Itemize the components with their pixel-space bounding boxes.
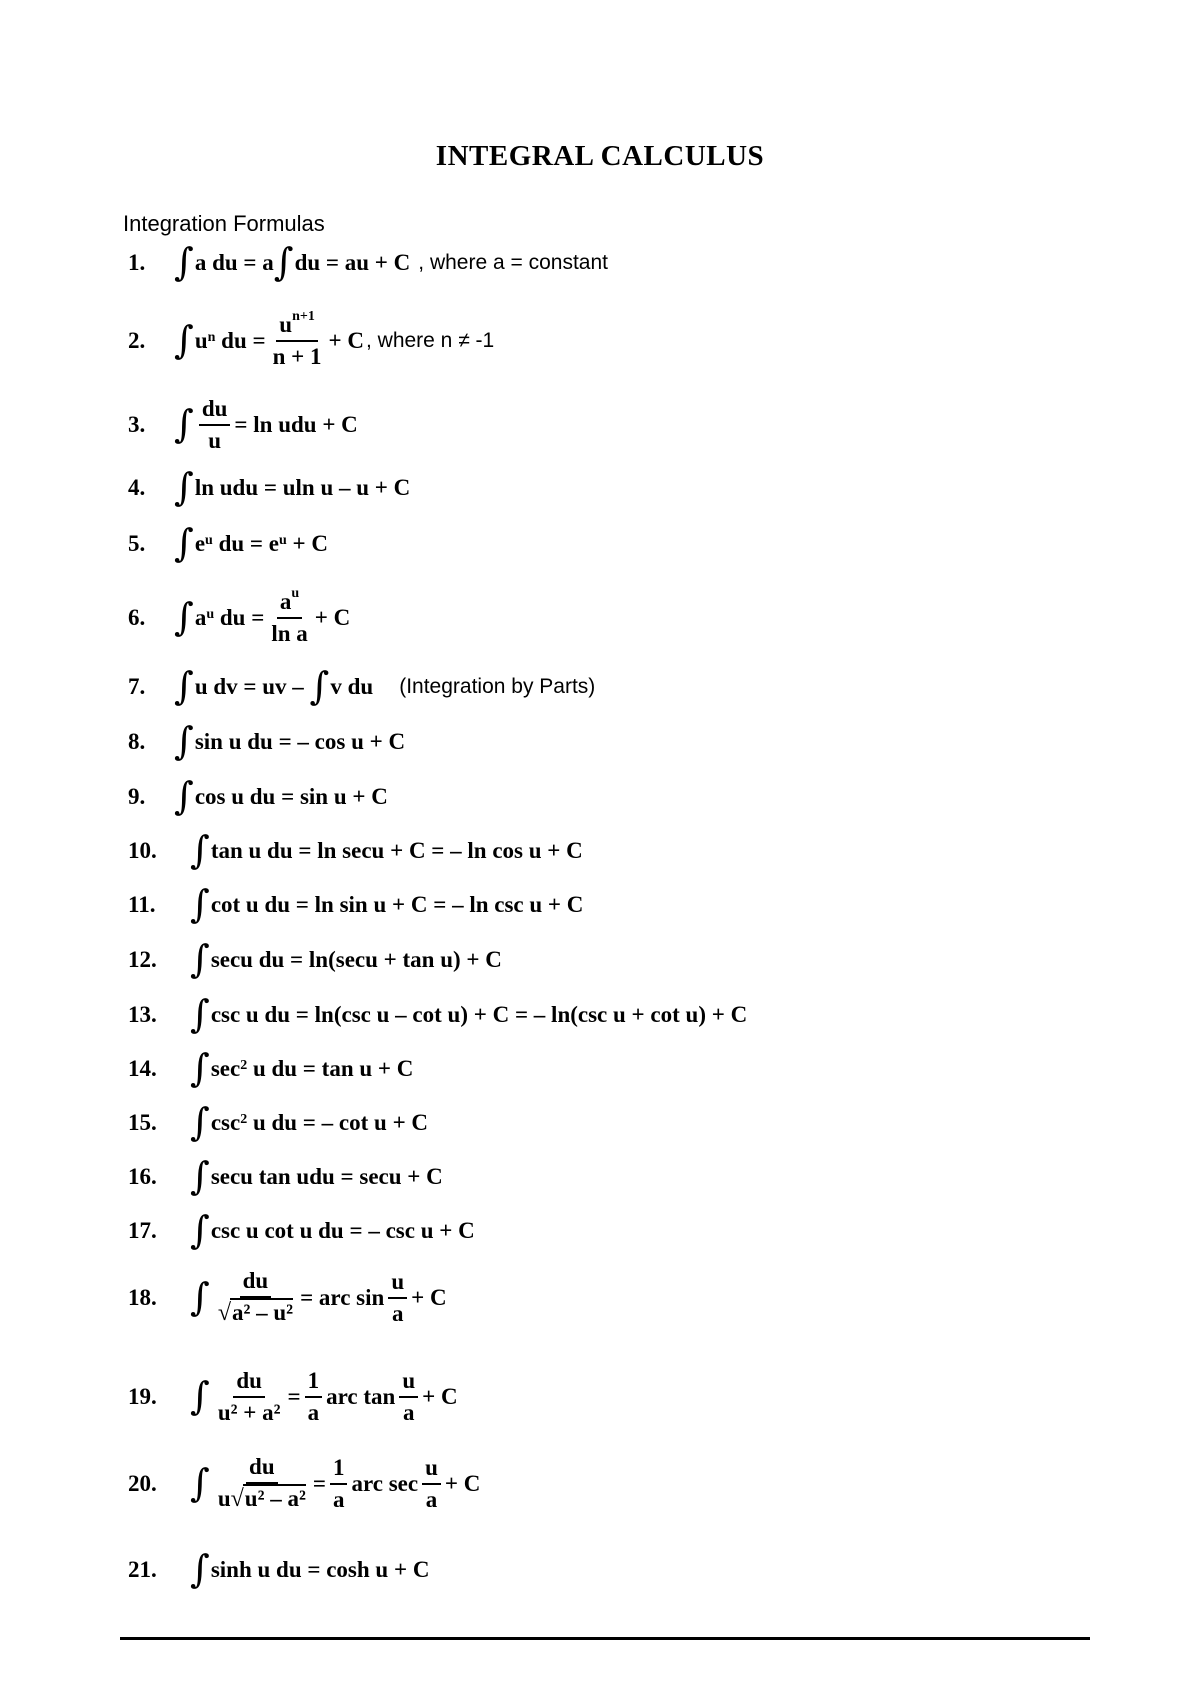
formula-expression: ∫ a du = a ∫ du = au + C (174, 240, 411, 284)
formula-number: 15. (128, 1110, 157, 1135)
formula-3 (128, 395, 358, 453)
formula-9 (128, 775, 388, 819)
formula-number: 12. (128, 947, 157, 972)
formula-1 (128, 241, 608, 285)
formula-expression: ∫ sinh u du = cosh u + C (190, 1547, 430, 1591)
formula-expression: ∫ secu du = ln(secu + tan u) + C (190, 937, 502, 981)
formula-13 (128, 993, 747, 1037)
fraction: $\frac{1}{a}$ (330, 1456, 348, 1512)
integral-sign: ∫ (190, 1100, 210, 1144)
integral-sign: ∫ (174, 774, 194, 818)
formula-number: 3. (128, 412, 146, 437)
formula-expression: ∫ csc u cot u du = – csc u + C (190, 1208, 475, 1252)
integral-sign: ∫ (174, 595, 194, 639)
integral-sign: ∫ (190, 1374, 210, 1418)
formula-expression: ∫ csc $^2$ u du = – cot u + C (190, 1100, 429, 1144)
formula-number: 19. (128, 1384, 157, 1409)
formula-expression: ∫ a $^u$ du = $\frac{a^u}{\text{ln a}}$ + C (174, 586, 351, 646)
fraction: $\frac{1}{a}$ (305, 1369, 323, 1425)
formula-expression: ∫ e $^u$ du = e $^u$ + C (174, 521, 328, 565)
page-title: INTEGRAL CALCULUS (435, 140, 765, 172)
formula-expression: ∫ u dv = uv – ∫ v du (174, 664, 374, 708)
formula-5 (128, 522, 328, 566)
integral-sign: ∫ (190, 1275, 210, 1319)
footer-rule (120, 1637, 1090, 1640)
formula-number: 21. (128, 1557, 157, 1582)
formula-number: 14. (128, 1056, 157, 1081)
formula-21 (128, 1548, 429, 1592)
formula-expression: ∫ sec $^2$ u du = tan u + C (190, 1046, 414, 1090)
integral-sign: ∫ (174, 521, 194, 565)
integral-sign: ∫ (190, 1046, 210, 1090)
integral-sign: ∫ (174, 719, 194, 763)
formula-number: 8. (128, 729, 146, 754)
formula-number: 1. (128, 250, 146, 275)
integral-sign: ∫ (174, 664, 194, 708)
formula-expression: ∫ csc u du = ln(csc u – cot u) + C = – ln(csc u + cot u) + C (190, 992, 748, 1036)
formula-expression: ∫ cot u du = ln sin u + C = – ln csc u + C (190, 882, 584, 926)
formula-6 (128, 586, 351, 646)
formula-expression: ∫ secu tan udu = secu + C (190, 1154, 443, 1198)
formula-14 (128, 1047, 413, 1091)
fraction: $\frac{u}{a}$ (388, 1270, 407, 1326)
formula-4 (128, 466, 410, 510)
integral-sign: ∫ (190, 882, 210, 926)
formula-expression: ∫ ln udu = uln u – u + C (174, 465, 411, 509)
radical-sign: √ (217, 1300, 231, 1327)
integral-sign: ∫ (174, 318, 194, 362)
formula-expression: ∫ u $^n$ du = $\frac{u^{n+1}}{n + 1}$ + C (174, 309, 364, 369)
formula-16 (128, 1155, 443, 1199)
integral-sign: ∫ (190, 1547, 210, 1591)
formula-expression: ∫ $\frac{du}{\text{u² + a²}}$ = $\frac{1}{a}$ arc tan $\frac{u}{a}$ + C (190, 1367, 458, 1425)
formula-19 (128, 1367, 458, 1425)
formula-8 (128, 720, 405, 764)
formula-15 (128, 1101, 428, 1145)
formula-note: , where a = constant (418, 251, 608, 274)
integral-sign: ∫ (309, 664, 330, 708)
integral-sign: ∫ (190, 992, 210, 1036)
formula-number: 10. (128, 838, 157, 863)
integral-sign: ∫ (190, 1208, 210, 1252)
formula-expression: ∫ tan u du = ln secu + C = – ln cos u + C (190, 828, 583, 872)
formula-number: 9. (128, 784, 146, 809)
formula-expression: ∫ $\frac{du}{\text{u√u² – a²}}$ = $\frac{1}{a}$ arc sec $\frac{u}{a}$ + C (190, 1454, 481, 1513)
fraction: $\frac{du}{u}$ (199, 397, 231, 453)
integral-sign: ∫ (190, 1461, 210, 1505)
formula-expression: ∫ $\frac{du}{u}$ = ln udu + C (174, 395, 358, 453)
formula-number: 13. (128, 1002, 157, 1027)
fraction: $\frac{du}{\text{u√u² – a²}}$ (217, 1454, 306, 1513)
formula-11 (128, 883, 583, 927)
formula-number: 18. (128, 1285, 157, 1310)
fraction: $\frac{du}{\text{√a² – u²}}$ (217, 1268, 294, 1327)
formula-7 (128, 665, 595, 709)
formula-number: 20. (128, 1471, 157, 1496)
formula-17 (128, 1209, 475, 1253)
formula-10 (128, 829, 583, 873)
integral-sign: ∫ (273, 240, 294, 284)
section-heading: Integration Formulas (123, 211, 325, 236)
formula-number: 6. (128, 605, 146, 630)
fraction: $\frac{a^u}{\text{ln a}}$ (271, 586, 308, 646)
formula-number: 2. (128, 328, 146, 353)
integral-sign: ∫ (174, 465, 194, 509)
formula-number: 11. (128, 892, 156, 917)
formula-number: 7. (128, 674, 146, 699)
formula-2 (128, 309, 495, 369)
formula-expression: ∫ sin u du = – cos u + C (174, 719, 406, 763)
integral-sign: ∫ (190, 828, 210, 872)
fraction: $\frac{u}{a}$ (399, 1369, 418, 1425)
formula-number: 16. (128, 1164, 157, 1189)
formula-number: 5. (128, 531, 146, 556)
formula-18 (128, 1268, 447, 1327)
formula-expression: ∫ $\frac{du}{\text{√a² – u²}}$ = arc sin $\frac{u}{a}$ + C (190, 1268, 447, 1327)
formula-expression: ∫ cos u du = sin u + C (174, 774, 388, 818)
fraction: $\frac{du}{\text{u² + a²}}$ (217, 1367, 281, 1425)
integral-sign: ∫ (174, 402, 194, 446)
formula-12 (128, 938, 502, 982)
formula-number: 4. (128, 475, 146, 500)
formula-number: 17. (128, 1218, 157, 1243)
formula-20 (128, 1454, 481, 1513)
fraction: $\frac{u}{a}$ (422, 1456, 441, 1512)
radical-sign: √ (230, 1486, 244, 1513)
integral-sign: ∫ (190, 937, 210, 981)
formula-note: , where n ≠ -1 (365, 329, 495, 352)
formula-note: (Integration by Parts) (399, 675, 596, 698)
integral-sign: ∫ (174, 240, 194, 284)
fraction: $\frac{u^{n+1}}{n + 1}$ (272, 309, 322, 369)
integral-sign: ∫ (190, 1154, 210, 1198)
